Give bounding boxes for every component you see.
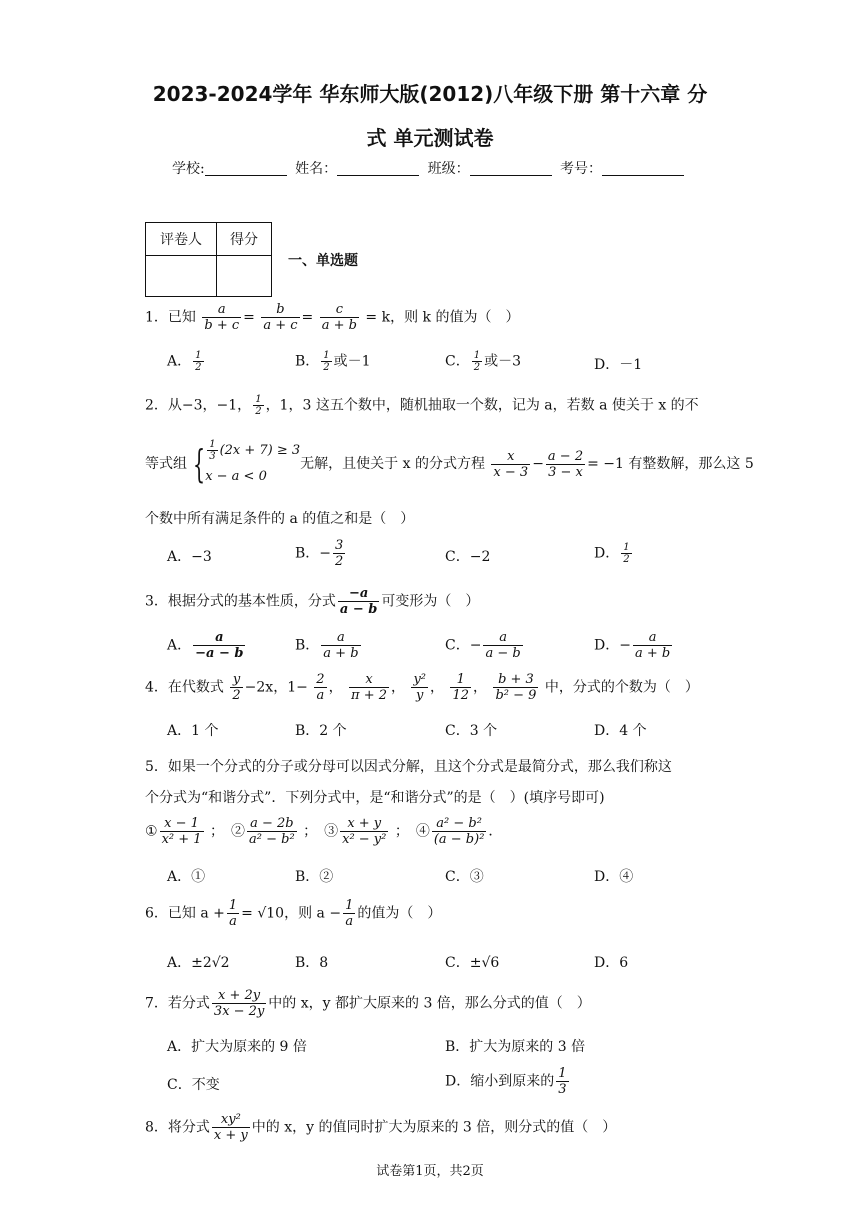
question-1-option-a[interactable]: A． $\frac{1}{2}$ xyxy=(167,350,202,373)
question-6-option-a[interactable]: A．±2√2 xyxy=(167,955,230,971)
question-3-option-a[interactable]: A． $\frac{a}{-a - b}$ xyxy=(167,630,244,661)
question-4-stem: 4．在代数式 $\frac{y}{2}$ −2x，1− $\frac{2}{a}$ ， $\frac{x}{\pi + 2}$ ， $\frac{\text{y²}}{y}$ ， $\frac{1}{12}$ ， $\frac{b + 3}{\text{b² − 9}}$ 中，分式的个数为（ ） xyxy=(145,672,699,703)
question-4-option-b[interactable]: B．2 个 xyxy=(295,723,347,739)
reviewer-cell xyxy=(146,256,217,297)
question-1-option-d[interactable]: D．－1 xyxy=(594,357,643,373)
question-1-stem: 1．已知 $\frac{a}{b + c}$ = $\frac{b}{a + c}$ = $\frac{c}{a + b}$ = k，则 k 的值为（ ） xyxy=(145,302,520,333)
question-3-option-d[interactable]: D．− $\frac{a}{a + b}$ xyxy=(594,630,671,661)
question-6-option-c[interactable]: C．±√6 xyxy=(445,955,500,971)
score-cell xyxy=(217,256,272,297)
question-8-stem: 8．将分式 $\frac{\text{xy²}}{x + y}$ 中的 x，y 的值同时扩大为原来的 3 倍，则分式的值（ ） xyxy=(145,1112,617,1143)
page-footer: 试卷第1页，共2页 xyxy=(376,1164,484,1179)
question-5-line-2: 个分式为“和谐分式”．下列分式中，是“和谐分式”的是（ ）(填序号即可) xyxy=(145,790,605,806)
question-5-option-a[interactable]: A．① xyxy=(167,869,206,885)
section-heading: 一、单选题 xyxy=(288,253,358,269)
name-blank xyxy=(337,161,419,176)
student-info-line xyxy=(0,158,860,178)
question-1-option-b[interactable]: B． $\frac{1}{2}$ 或－1 xyxy=(295,350,371,373)
question-7-stem: 7．若分式 $\frac{x + 2y}{3x - 2y}$ 中的 x，y 都扩大原来的 3 倍，那么分式的值（ ） xyxy=(145,988,591,1019)
question-7-option-a[interactable]: A．扩大为原来的 9 倍 xyxy=(167,1039,307,1055)
page-title-line-2: 式 单元测试卷 xyxy=(366,126,494,150)
question-2-option-b[interactable]: B．− $\frac{3}{2}$ xyxy=(295,538,344,569)
question-3-option-b[interactable]: B． $\frac{a}{a + b}$ xyxy=(295,630,359,661)
question-2-line-1: 2．从−3，−1， $\frac{1}{2}$ ，1，3 这五个数中，随机抽取一个数，记为 a，若数 a 使关于 x 的不 xyxy=(145,394,699,417)
question-5-line-1: 5．如果一个分式的分子或分母可以因式分解，且这个分式是最简分式，那么我们称这 xyxy=(145,759,672,775)
question-3-option-c[interactable]: C．− $\frac{a}{a - b}$ xyxy=(445,630,521,661)
class-label: 班级： xyxy=(427,161,470,177)
question-1-option-c[interactable]: C． $\frac{1}{2}$ 或－3 xyxy=(445,350,522,373)
question-7-option-c[interactable]: C．不变 xyxy=(167,1077,220,1093)
exam-number-blank xyxy=(602,161,684,176)
question-2-option-c[interactable]: C．−2 xyxy=(445,549,491,565)
question-7-option-d[interactable]: D．缩小到原来的 $\frac{1}{3}$ xyxy=(445,1066,567,1097)
page-title-line-1: 2023-2024学年 华东师大版(2012)八年级下册 第十六章 分 xyxy=(152,82,708,106)
score-header: 得分 xyxy=(217,223,272,256)
question-6-option-d[interactable]: D．6 xyxy=(594,955,629,971)
school-label: 学校: xyxy=(171,161,205,177)
question-2-option-a[interactable]: A．−3 xyxy=(167,549,212,565)
score-table xyxy=(145,222,272,297)
question-5-option-c[interactable]: C．③ xyxy=(445,869,484,885)
question-5-option-b[interactable]: B．② xyxy=(295,869,334,885)
exam-number-label: 考号： xyxy=(560,161,603,177)
question-5-option-d[interactable]: D．④ xyxy=(594,869,634,885)
question-4-option-c[interactable]: C．3 个 xyxy=(445,723,498,739)
question-2-line-2: 等式组 { $\frac{1}{3}$ (2x + 7) ≥ 3 x − a < 0 无解，且使关于 x 的分式方程 $\frac{x}{x - 3}$ − $\frac{a - 2}{3 - x}$ = −1 有整数解，那么这 5 xyxy=(145,439,754,486)
name-label: 姓名： xyxy=(295,161,338,177)
question-4-option-d[interactable]: D．4 个 xyxy=(594,723,647,739)
reviewer-header: 评卷人 xyxy=(146,223,217,256)
question-4-option-a[interactable]: A．1 个 xyxy=(167,723,219,739)
question-3-stem: 3．根据分式的基本性质，分式 $\frac{-a}{a - b}$ 可变形为（ ） xyxy=(145,586,480,617)
question-6-option-b[interactable]: B．8 xyxy=(295,955,329,971)
question-6-stem: 6．已知 a + $\frac{1}{a}$ = √10，则 a − $\frac{1}{a}$ 的值为（ ） xyxy=(145,898,442,929)
question-2-line-3: 个数中所有满足条件的 a 的值之和是（ ） xyxy=(145,511,415,527)
class-blank xyxy=(470,161,552,176)
school-blank xyxy=(205,161,287,176)
question-7-option-b[interactable]: B．扩大为原来的 3 倍 xyxy=(445,1039,586,1055)
question-5-choices: ① $\frac{x - 1}{\text{x² + 1}}$ ； ② $\frac{a - 2b}{\text{a² − b²}}$ ； ③ $\frac{x + y}{\text{x² − y²}}$ ； ④ $\frac{\text{a² − b²}}{\text{(a − b)²}}$ ． xyxy=(145,816,503,847)
question-2-option-d[interactable]: D． $\frac{1}{2}$ xyxy=(594,542,630,565)
